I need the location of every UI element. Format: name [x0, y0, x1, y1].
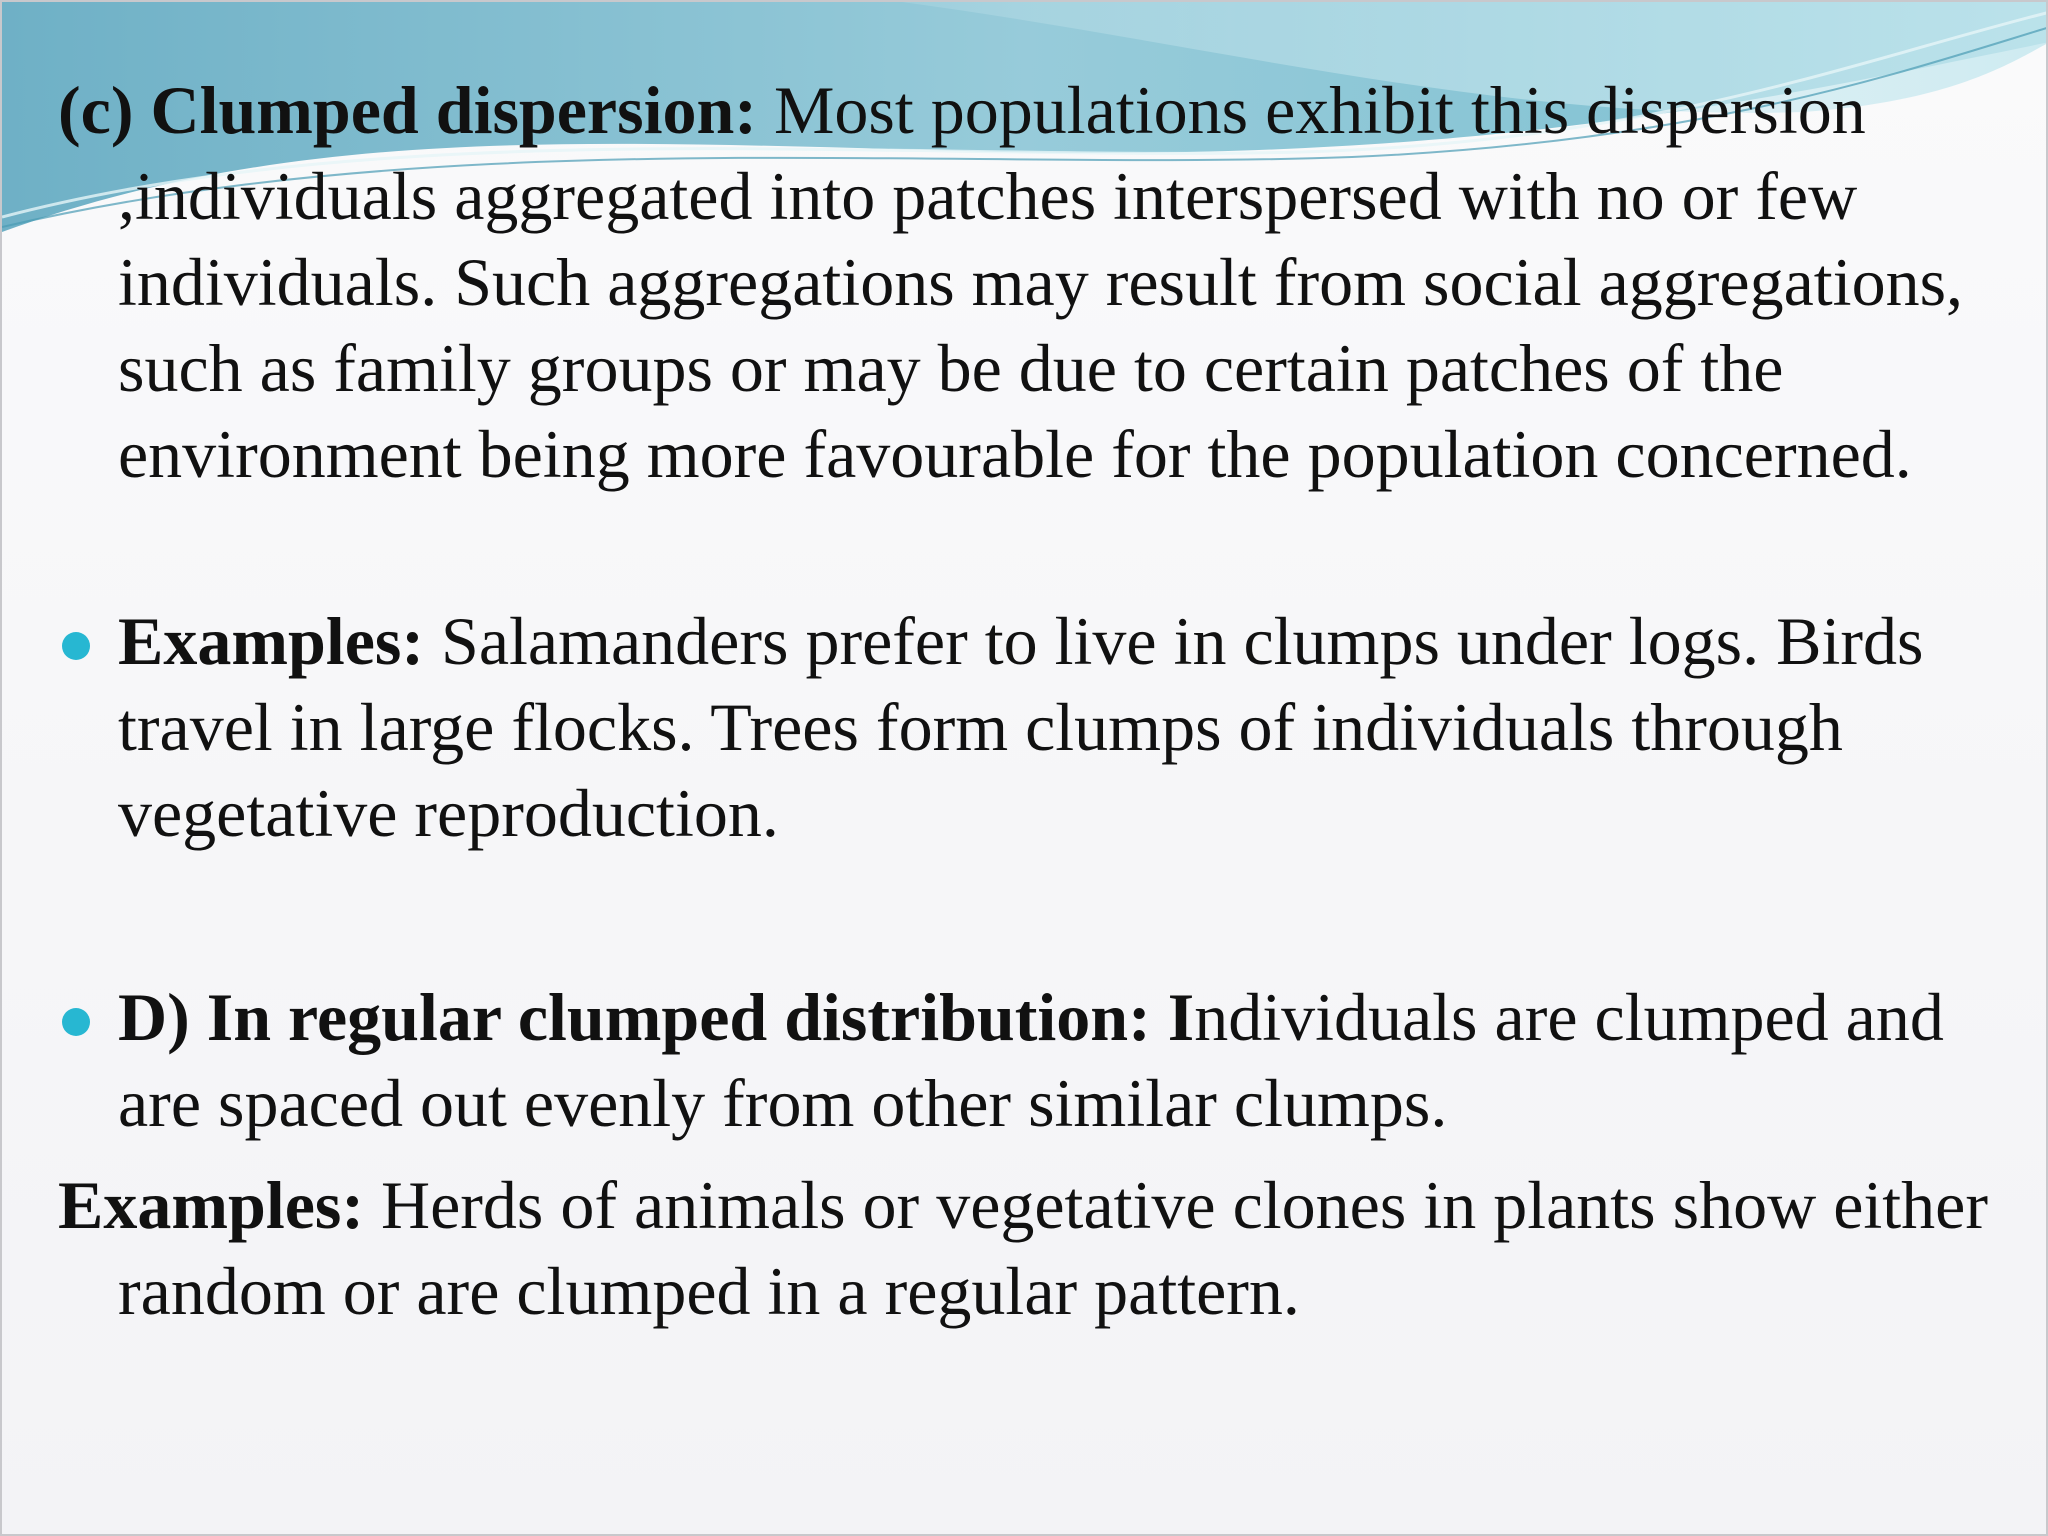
bullet-dot — [62, 632, 90, 660]
term-clumped-dispersion: (c) Clumped dispersion: — [58, 72, 757, 148]
examples-clumped-text: Salamanders prefer to live in clumps under logs. Birds travel in large flocks. Trees form clumps of individuals through vegetative reproduction. — [118, 603, 1924, 851]
examples-regular-text: Herds of animals or vegetative clones in plants show either random or are clumped in a regular pattern. — [118, 1167, 1988, 1329]
bullet-dot — [62, 1008, 90, 1036]
paragraph-clumped-dispersion — [58, 67, 2033, 497]
clumped-dispersion-text: Most populations exhibit this dispersion ,individuals aggregated into patches interspersed with no or few individuals. Such aggregations may result from social aggregations, such as family groups or may be due to certain patches of the environment being more favourable for the population concerned. — [118, 72, 1964, 492]
term-regular-clumped: D) In regular clumped distribution: I — [118, 979, 1195, 1055]
regular-clumped-text: ndividuals are clumped and are spaced out evenly from other similar clumps. — [118, 979, 1944, 1141]
term-examples: Examples: — [118, 603, 424, 679]
term-examples: Examples: — [58, 1167, 364, 1243]
paragraph-examples-regular — [58, 1162, 2033, 1334]
paragraph-regular-clumped — [118, 974, 2033, 1146]
paragraph-examples-clumped — [118, 598, 2033, 856]
